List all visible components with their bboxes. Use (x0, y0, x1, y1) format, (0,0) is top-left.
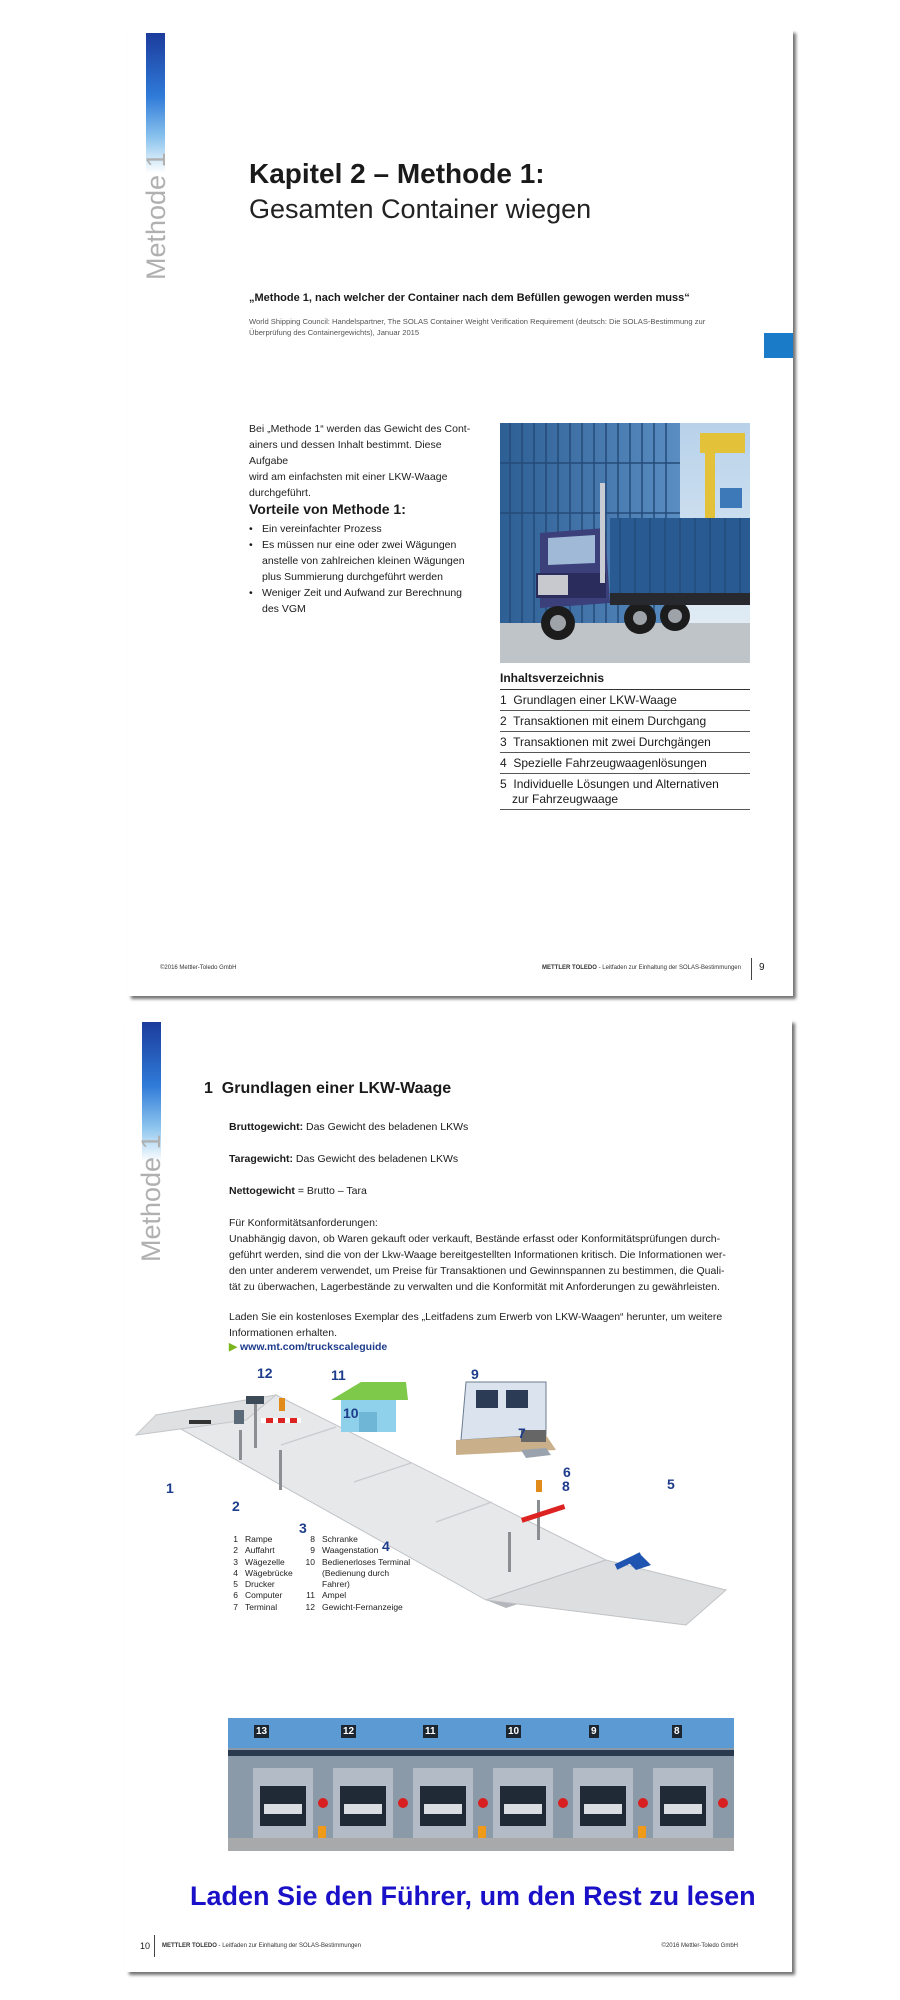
net-weight-definition: Nettogewicht = Brutto – Tara (229, 1185, 367, 1197)
legend-item: 5 Drucker (233, 1579, 275, 1590)
toc-title: Inhaltsverzeichnis (500, 671, 605, 685)
advantage-item: • Es müssen nur eine oder zwei Wägungen anstelle von zahlreichen kleinen Wägungen plus Summierung durchgeführt werden (249, 537, 489, 585)
lane-number: 11 (425, 1726, 436, 1737)
lane-number: 9 (591, 1726, 597, 1737)
intro-line: wird am einfachsten mit einer LKW-Waage (249, 471, 448, 483)
download-cta[interactable]: Laden Sie den Führer, um den Rest zu lesen (190, 1881, 756, 1911)
diagram-label: 11 (331, 1367, 346, 1383)
legend-item: 1 Rampe (233, 1534, 273, 1544)
intro-line: durchgeführt. (249, 487, 311, 499)
intro-line: Bei „Methode 1“ werden das Gewicht des Cont- (249, 423, 471, 435)
legend-item: 11 Ampel (306, 1590, 347, 1601)
toc-item[interactable]: 5 Individuelle Lösungen und Alternativen zur Fahrzeugwaage (500, 777, 750, 810)
footer-copyright: ©2016 Mettler-Toledo GmbH (661, 1943, 738, 1949)
advantage-item: • Ein vereinfachter Prozess (249, 521, 489, 537)
footer-divider (751, 958, 752, 980)
diagram-label: 12 (257, 1365, 273, 1381)
gross-weight-definition: Bruttogewicht: Das Gewicht des beladenen LKWs (229, 1121, 469, 1133)
side-label: Methode 1 (141, 152, 171, 280)
legend-item: Fahrer) (322, 1579, 350, 1590)
advantage-item: • Weniger Zeit und Aufwand zur Berechnung des VGM (249, 585, 489, 617)
footer-title: METTLER TOLEDO - Leitfaden zur Einhaltung der SOLAS-Bestimmungen (162, 1943, 361, 1949)
diagram-label: 3 (299, 1520, 307, 1536)
legend-item: 12 Gewicht-Fernanzeige (305, 1601, 403, 1612)
diagram-label: 10 (343, 1405, 359, 1421)
tare-weight-definition: Taragewicht: Das Gewicht des beladenen LKWs (229, 1153, 459, 1165)
section-title: 1 Grundlagen einer LKW-Waage (204, 1080, 452, 1097)
toc-item[interactable]: 3 Transaktionen mit zwei Durchgängen (500, 735, 750, 753)
legend-item: 3 Wägezelle (233, 1556, 285, 1567)
lane-number: 12 (343, 1726, 355, 1737)
legend-item: (Bedienung durch (322, 1567, 390, 1578)
intro-line: ainers und dessen Inhalt bestimmt. Diese Aufgabe (249, 439, 442, 467)
diagram-label: 6 (563, 1464, 571, 1480)
side-label: Methode 1 (136, 1134, 166, 1262)
truck-container-photo (500, 423, 750, 663)
document-page-10 (126, 1020, 792, 1972)
download-paragraph: Laden Sie ein kostenloses Exemplar des „Leitfadens zum Erwerb von LKW-Waagen“ herunter, um weitere Informationen erhalten. (229, 1311, 723, 1339)
toc-item[interactable]: 2 Transaktionen mit einem Durchgang (500, 714, 750, 732)
footer-divider (154, 1935, 155, 1957)
method-quote: „Methode 1, nach welcher der Container nach dem Befüllen gewogen werden muss“ (249, 292, 690, 304)
diagram-label: 4 (382, 1538, 390, 1554)
weighbridge-diagram (126, 1360, 792, 1660)
diagram-label: 7 (518, 1425, 526, 1441)
diagram-label: 1 (166, 1480, 174, 1496)
footer-copyright: ©2016 Mettler-Toledo GmbH (160, 965, 237, 971)
document-page-9 (128, 30, 793, 996)
toc-item[interactable]: 1 Grundlagen einer LKW-Waage (500, 693, 750, 711)
page-number: 10 (140, 1941, 151, 1951)
truckscale-guide-link[interactable]: ▶ www.mt.com/truckscaleguide (229, 1341, 388, 1353)
lane-number: 10 (508, 1726, 520, 1737)
legend-item: 6 Computer (233, 1590, 283, 1601)
diagram-legend-left (226, 1534, 306, 1613)
legend-item: 10 Bedienerloses Terminal (305, 1556, 411, 1567)
legend-item: 9 Waagenstation (310, 1545, 379, 1556)
conformity-paragraph: Für Konformitätsanforderungen: Unabhängig davon, ob Waren gekauft oder verkauft, Bestände erfasst oder Konformitätsprüfungen durch- geführt werden, sind die von der Lkw-Waage bereitgestellten Informationen kritisch. Die Informationen wer- den unter anderem verwendet, um Preise für Transaktionen und Gewinnspannen zu bestimmen, die Quali- tät zu überwachen, Lagerbestände zu verwalten und die Konformität mit Anforderungen zu gewährleisten. (229, 1217, 726, 1293)
diagram-legend-right (303, 1534, 423, 1613)
lane-number: 13 (256, 1726, 268, 1737)
footer-title: METTLER TOLEDO - Leitfaden zur Einhaltung der SOLAS-Bestimmungen (542, 965, 741, 971)
diagram-label: 8 (562, 1478, 570, 1494)
advantages-title: Vorteile von Methode 1: (249, 501, 406, 517)
quote-source-line1: World Shipping Council: Handelspartner, The SOLAS Container Weight Verification Requirement (deutsch: Die SOLAS-Bestimmung zur (249, 317, 706, 326)
diagram-label: 5 (667, 1476, 675, 1492)
intro-paragraph (249, 421, 479, 501)
chapter-title: Kapitel 2 – Methode 1: (249, 158, 545, 189)
chapter-tab-marker (764, 333, 793, 358)
diagram-label: 2 (232, 1498, 240, 1514)
lane-number: 8 (674, 1726, 680, 1737)
legend-item: 7 Terminal (233, 1601, 278, 1612)
table-of-contents (500, 690, 750, 840)
arrow-right-icon: ▶ (229, 1341, 238, 1353)
chapter-subtitle: Gesamten Container wiegen (249, 194, 592, 224)
truck-lanes-photo (228, 1718, 734, 1851)
quote-source-line2: Überprüfung des Containergewichts), Januar 2015 (249, 328, 420, 337)
page-number: 9 (759, 962, 765, 973)
advantages-list (249, 521, 489, 617)
toc-item[interactable]: 4 Spezielle Fahrzeugwaagenlösungen (500, 756, 750, 774)
legend-item: 8 Schranke (310, 1534, 358, 1544)
legend-item: 4 Wägebrücke (233, 1567, 293, 1578)
diagram-label: 9 (471, 1366, 479, 1382)
legend-item: 2 Auffahrt (233, 1545, 275, 1556)
